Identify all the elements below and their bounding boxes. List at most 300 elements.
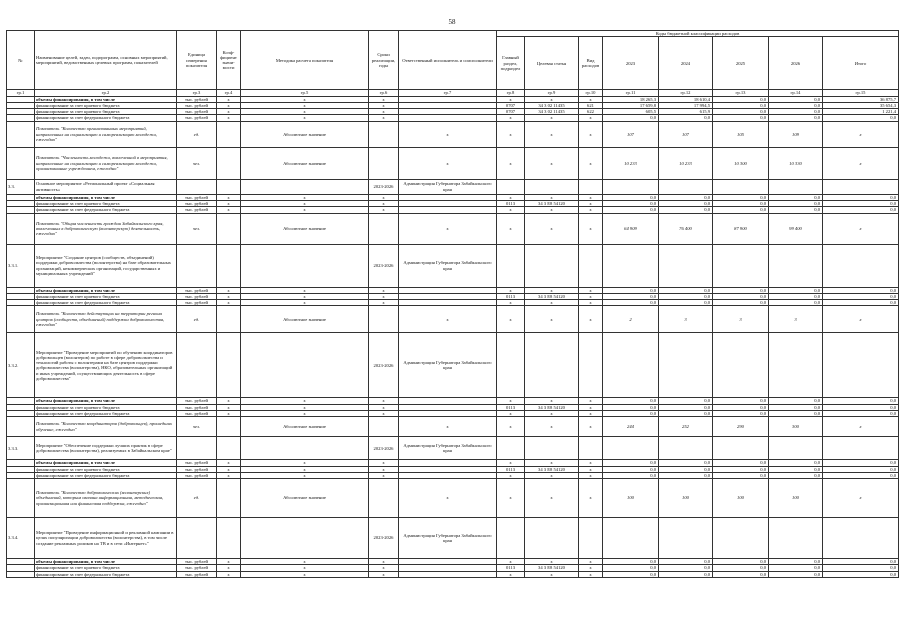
table-cell: 64 909	[603, 213, 659, 244]
table-cell	[241, 333, 369, 398]
table-cell: 0,0	[713, 115, 769, 121]
table-cell: тыс. рублей	[177, 200, 217, 206]
table-cell	[217, 244, 241, 287]
table-cell	[769, 518, 823, 559]
table-cell: х	[525, 147, 579, 179]
table-cell: х	[241, 109, 369, 115]
table-cell	[369, 121, 399, 147]
table-cell: 0,0	[603, 565, 659, 571]
row-name: финансирование за счет федерального бюджета	[35, 115, 177, 121]
table-cell: 0,0	[769, 300, 823, 306]
table-cell	[177, 518, 217, 559]
table-cell: 0,0	[713, 571, 769, 577]
table-cell: 0,0	[603, 115, 659, 121]
table-cell: 0,0	[603, 559, 659, 565]
table-cell: 10 233	[603, 147, 659, 179]
row-name: финансирование за счет федерального бюджета	[35, 472, 177, 478]
row-name: финансирование за счет краевого бюджета	[35, 466, 177, 472]
table-cell: х	[579, 466, 603, 472]
table-cell: х	[497, 410, 525, 416]
table-cell: тыс. рублей	[177, 194, 217, 200]
table-cell	[369, 147, 399, 179]
table-cell: 0,0	[603, 404, 659, 410]
row-name: Показатель "Численность молодежи, вовлеченной в мероприятия, направленные на социализацию и самореализацию молодежи, организованные учреждением, ежегодно"	[35, 147, 177, 179]
table-cell: х	[399, 479, 497, 518]
table-cell	[217, 437, 241, 460]
table-cell: 34 3 E8 54120	[525, 293, 579, 299]
table-cell: 18 610,4	[659, 96, 713, 102]
table-cell: х	[525, 287, 579, 293]
header-codes: Коды бюджетной классификации расходов	[497, 31, 899, 37]
page-number: 58	[448, 18, 456, 26]
table-cell	[769, 333, 823, 398]
table-cell: 0,0	[659, 300, 713, 306]
table-cell: х	[579, 306, 603, 333]
table-cell: чел.	[177, 417, 217, 437]
gr-label: гр.1	[7, 90, 35, 96]
row-name: Показатель "Общая численность граждан Забайкальского края, вовлеченных в добровольческую (волонтерскую) деятельность, ежегодно"	[35, 213, 177, 244]
row-name: Мероприятие "Проведение информационной и рекламной кампании в целях популяризации добровольчества (волонтерства), в том числе создание рекламных роликов на ТВ и в сети «Интернет»"	[35, 518, 177, 559]
table-cell: 0,0	[713, 293, 769, 299]
table-cell: 0,0	[659, 287, 713, 293]
table-cell: чел.	[177, 213, 217, 244]
gr-label: гр.6	[369, 90, 399, 96]
header-term: Сроки реализации, годы	[369, 31, 399, 90]
table-cell	[177, 179, 217, 194]
table-cell: х	[497, 417, 525, 437]
table-cell: 0,0	[769, 571, 823, 577]
table-cell: 0,0	[823, 207, 899, 213]
table-cell: 2023-2026	[369, 333, 399, 398]
table-cell: 0,0	[713, 300, 769, 306]
table-cell: х	[369, 565, 399, 571]
table-cell	[525, 333, 579, 398]
table-cell: 0,0	[603, 200, 659, 206]
table-cell: 0707	[497, 109, 525, 115]
table-cell: 0,0	[659, 460, 713, 466]
table-cell	[769, 179, 823, 194]
table-cell: х	[525, 417, 579, 437]
table-cell: 2023-2026	[369, 437, 399, 460]
header-coef: Коэф-фициент значи-мости	[217, 31, 241, 90]
row-name: финансирование за счет краевого бюджета	[35, 565, 177, 571]
table-cell	[399, 571, 497, 577]
table-cell: х	[217, 207, 241, 213]
table-cell: 0707	[497, 102, 525, 108]
table-cell: х	[217, 571, 241, 577]
gr-label: гр.15	[823, 90, 899, 96]
table-cell: х	[579, 565, 603, 571]
table-cell: 34 3 E8 54120	[525, 466, 579, 472]
table-cell: х	[241, 293, 369, 299]
table-cell: х	[525, 306, 579, 333]
table-cell: х	[369, 571, 399, 577]
table-cell: х	[241, 559, 369, 565]
row-number	[7, 121, 35, 147]
table-cell: х	[217, 300, 241, 306]
table-cell: 0,0	[769, 207, 823, 213]
table-cell: х	[579, 115, 603, 121]
table-cell: х	[497, 194, 525, 200]
table-cell: 0,0	[713, 200, 769, 206]
table-cell	[713, 437, 769, 460]
table-cell	[177, 437, 217, 460]
table-cell: 35 654,3	[823, 102, 899, 108]
table-cell: 0,0	[659, 466, 713, 472]
table-cell: х	[217, 102, 241, 108]
table-cell: 0,0	[823, 565, 899, 571]
table-cell: х	[399, 147, 497, 179]
table-row	[7, 571, 899, 577]
table-cell	[177, 244, 217, 287]
table-cell: 0,0	[823, 300, 899, 306]
table-cell: 1 221,4	[823, 109, 899, 115]
table-cell: 0,0	[603, 571, 659, 577]
row-number: 3.3.4.	[7, 518, 35, 559]
table-cell: 615,9	[659, 109, 713, 115]
table-cell: х	[241, 404, 369, 410]
header-year: 2025	[713, 37, 769, 90]
row-name: финансирование за счет федерального бюджета	[35, 571, 177, 577]
table-cell: х	[241, 287, 369, 293]
table-cell: х	[241, 398, 369, 404]
table-cell: 0,0	[659, 200, 713, 206]
table-cell: 0,0	[713, 472, 769, 478]
table-cell: х	[497, 571, 525, 577]
table-cell: Абсолютное значение	[241, 213, 369, 244]
table-cell: тыс. рублей	[177, 109, 217, 115]
table-cell: 0,0	[659, 293, 713, 299]
table-cell: 3	[659, 306, 713, 333]
table-cell	[369, 213, 399, 244]
table-cell: х	[497, 460, 525, 466]
table-cell	[769, 437, 823, 460]
table-cell: 0,0	[659, 571, 713, 577]
table-cell: тыс. рублей	[177, 559, 217, 565]
table-cell: 244	[603, 417, 659, 437]
table-cell	[823, 244, 899, 287]
table-cell: 0,0	[823, 200, 899, 206]
table-cell: х	[217, 398, 241, 404]
table-cell: Администрация Губернатора Забайкальского края	[399, 333, 497, 398]
table-cell	[713, 518, 769, 559]
table-cell: х	[399, 417, 497, 437]
table-cell: х	[497, 96, 525, 102]
table-cell: х	[217, 410, 241, 416]
table-cell: тыс. рублей	[177, 102, 217, 108]
table-cell: 0,0	[769, 200, 823, 206]
table-cell: х	[497, 287, 525, 293]
table-cell: х	[369, 287, 399, 293]
table-cell: 0,0	[769, 293, 823, 299]
row-name: Мероприятие "Создание центров (сообществ, объединений) поддержки добровольчества (волонтерства) на базе образовательных организаций, некоммерческих организаций, государственных и муниципальных учреждений"	[35, 244, 177, 287]
table-cell: х	[525, 96, 579, 102]
header-vr: Вид расходов	[579, 37, 603, 90]
table-cell: х	[497, 472, 525, 478]
table-cell	[525, 244, 579, 287]
indicator-row	[7, 121, 899, 147]
table-cell: тыс. рублей	[177, 466, 217, 472]
table-cell: х	[241, 565, 369, 571]
table-cell: х	[241, 460, 369, 466]
table-cell: х	[369, 410, 399, 416]
row-number: 3.3.1.	[7, 244, 35, 287]
table-cell: 107	[603, 121, 659, 147]
row-number	[7, 147, 35, 179]
indicator-row	[7, 306, 899, 333]
table-cell: 0,0	[659, 398, 713, 404]
table-cell	[579, 333, 603, 398]
table-cell: х	[399, 121, 497, 147]
table-cell: х	[241, 472, 369, 478]
table-cell: 0,0	[659, 559, 713, 565]
row-name: Основное мероприятие «Региональный проект «Социальная активность»	[35, 179, 177, 194]
gr-label: гр.11	[603, 90, 659, 96]
table-cell: 0,0	[769, 565, 823, 571]
table-cell	[823, 518, 899, 559]
table-cell: х	[241, 102, 369, 108]
table-cell: 3	[713, 306, 769, 333]
header-resp: Ответственный исполнитель и соисполнители	[399, 31, 497, 90]
table-cell: 0,0	[713, 398, 769, 404]
table-cell: х	[525, 460, 579, 466]
table-cell	[659, 333, 713, 398]
table-cell: х	[497, 559, 525, 565]
table-cell: х	[525, 559, 579, 565]
table-cell: 290	[713, 417, 769, 437]
table-cell: 0,0	[603, 466, 659, 472]
table-cell: х	[369, 404, 399, 410]
table-cell: х	[525, 213, 579, 244]
table-cell: ед.	[177, 479, 217, 518]
table-cell: х	[241, 300, 369, 306]
table-cell: х	[497, 115, 525, 121]
table-cell: х	[497, 207, 525, 213]
table-cell: х	[579, 287, 603, 293]
header-total: Итого	[823, 37, 899, 90]
table-cell: 0,0	[603, 287, 659, 293]
table-cell	[525, 179, 579, 194]
activity-row	[7, 437, 899, 460]
table-cell: х	[497, 300, 525, 306]
table-cell: 18 265,3	[603, 96, 659, 102]
table-cell: 76 400	[659, 213, 713, 244]
row-name: Показатель "Количество добровольческих (волонтерских) объединений, которым оказана информационная, методическая, организационная или финансовая поддержка, ежегодно"	[35, 479, 177, 518]
table-cell: х	[217, 287, 241, 293]
table-cell: х	[241, 571, 369, 577]
header-year: 2024	[659, 37, 713, 90]
table-cell: х	[369, 109, 399, 115]
table-cell: 87 900	[713, 213, 769, 244]
row-name: объемы финансирования, в том числе	[35, 559, 177, 565]
table-cell: Абсолютное значение	[241, 121, 369, 147]
table-cell: х	[369, 207, 399, 213]
table-cell: 0,0	[823, 410, 899, 416]
row-name: Мероприятие "Обеспечение поддержки лучших практик в сфере добровольчества (волонтерства), реализуемых в Забайкальском крае"	[35, 437, 177, 460]
table-cell: х	[369, 115, 399, 121]
table-cell: х	[369, 466, 399, 472]
budget-table	[6, 30, 899, 578]
table-cell: 36 875,7	[823, 96, 899, 102]
table-cell: Абсолютное значение	[241, 479, 369, 518]
table-cell: 0,0	[713, 466, 769, 472]
table-cell: х	[579, 300, 603, 306]
row-number	[7, 306, 35, 333]
table-cell	[603, 244, 659, 287]
table-cell	[217, 333, 241, 398]
table-cell: 0,0	[769, 96, 823, 102]
table-cell	[823, 437, 899, 460]
table-cell: х	[369, 96, 399, 102]
table-cell	[713, 333, 769, 398]
table-cell: х	[241, 194, 369, 200]
table-cell: х	[579, 293, 603, 299]
activity-row	[7, 333, 899, 398]
table-cell: х	[525, 207, 579, 213]
table-cell: тыс. рублей	[177, 207, 217, 213]
table-cell	[579, 518, 603, 559]
table-cell: х	[579, 194, 603, 200]
table-cell: Абсолютное значение	[241, 417, 369, 437]
table-cell: 0,0	[769, 115, 823, 121]
table-cell: Администрация Губернатора Забайкальского края	[399, 179, 497, 194]
table-cell: х	[497, 121, 525, 147]
table-cell: 0,0	[823, 115, 899, 121]
table-cell: ед.	[177, 121, 217, 147]
table-cell: х	[579, 417, 603, 437]
table-cell	[217, 417, 241, 437]
table-cell: 0,0	[603, 207, 659, 213]
table-cell: 622	[579, 109, 603, 115]
table-cell: х	[579, 571, 603, 577]
table-cell: 0,0	[713, 96, 769, 102]
table-cell: 34 3 E8 54120	[525, 200, 579, 206]
table-cell: х	[217, 194, 241, 200]
table-cell	[241, 518, 369, 559]
row-number	[7, 417, 35, 437]
table-cell: 0,0	[823, 571, 899, 577]
row-name: финансирование за счет краевого бюджета	[35, 109, 177, 115]
table-cell: х	[579, 472, 603, 478]
table-cell: 0,0	[769, 102, 823, 108]
table-cell	[603, 437, 659, 460]
gr-label: гр.3	[177, 90, 217, 96]
table-cell: 0,0	[603, 410, 659, 416]
table-cell: 0,0	[659, 410, 713, 416]
table-cell: 0,0	[769, 472, 823, 478]
table-cell: х	[369, 200, 399, 206]
table-cell: 34 3 02 11435	[525, 109, 579, 115]
table-cell: 0,0	[823, 404, 899, 410]
table-cell: 0,0	[713, 460, 769, 466]
gr-label: гр.4	[217, 90, 241, 96]
table-cell: х	[369, 102, 399, 108]
table-cell: тыс. рублей	[177, 410, 217, 416]
table-cell: х	[369, 398, 399, 404]
row-name: финансирование за счет федерального бюджета	[35, 410, 177, 416]
table-cell: 0113	[497, 293, 525, 299]
table-cell: 17 659,8	[603, 102, 659, 108]
row-number: 3.3.2.	[7, 333, 35, 398]
table-cell: 100	[603, 479, 659, 518]
table-cell: х	[579, 147, 603, 179]
table-cell	[525, 437, 579, 460]
table-cell	[217, 121, 241, 147]
row-name: финансирование за счет федерального бюджета	[35, 300, 177, 306]
table-cell: х	[497, 479, 525, 518]
indicator-row	[7, 213, 899, 244]
table-cell: 2023-2026	[369, 518, 399, 559]
table-cell: 10 233	[659, 147, 713, 179]
table-cell: тыс. рублей	[177, 293, 217, 299]
table-cell: х	[217, 200, 241, 206]
table-cell: х	[497, 306, 525, 333]
table-cell: 0,0	[769, 109, 823, 115]
table-cell	[217, 518, 241, 559]
table-cell: х	[241, 115, 369, 121]
table-cell: х	[217, 466, 241, 472]
table-cell	[713, 179, 769, 194]
table-cell: х	[823, 147, 899, 179]
table-cell: тыс. рублей	[177, 115, 217, 121]
table-cell: Абсолютное значение	[241, 147, 369, 179]
table-cell: 0,0	[823, 293, 899, 299]
table-cell: 100	[769, 479, 823, 518]
table-cell: 34 3 E8 54120	[525, 565, 579, 571]
table-cell: 109	[769, 121, 823, 147]
table-cell: 34 3 E8 54120	[525, 404, 579, 410]
table-cell: х	[399, 306, 497, 333]
table-cell: х	[217, 109, 241, 115]
table-cell	[769, 244, 823, 287]
table-cell: 2	[603, 306, 659, 333]
table-cell: тыс. рублей	[177, 571, 217, 577]
row-name: объемы финансирования, в том числе	[35, 287, 177, 293]
table-cell: х	[579, 200, 603, 206]
table-cell	[823, 333, 899, 398]
table-cell: х	[579, 121, 603, 147]
table-cell: 0,0	[603, 472, 659, 478]
table-cell: х	[369, 300, 399, 306]
table-cell	[497, 179, 525, 194]
gr-label: гр.2	[35, 90, 177, 96]
table-cell: ед.	[177, 306, 217, 333]
table-cell: х	[399, 213, 497, 244]
table-cell: х	[241, 410, 369, 416]
table-cell: тыс. рублей	[177, 460, 217, 466]
table-cell	[497, 518, 525, 559]
table-cell: х	[217, 565, 241, 571]
row-name: Мероприятие "Проведение мероприятий по обучению координаторов добровольцев (волонтеров) по работе в сфере добровольчества и технологий работы с волонтерами на базе центров поддержки добровольчества (волонтерства), НКО, образовательных организаций и иных учреждений, осуществляющих деятельность в сфере добровольчества"	[35, 333, 177, 398]
gr-label: гр.9	[525, 90, 579, 96]
table-cell: х	[823, 121, 899, 147]
table-cell	[603, 179, 659, 194]
table-cell: 99 400	[769, 213, 823, 244]
table-cell: х	[217, 115, 241, 121]
table-cell: х	[217, 96, 241, 102]
table-cell: х	[217, 460, 241, 466]
table-cell: 252	[659, 417, 713, 437]
table-cell	[217, 479, 241, 518]
table-cell: 0,0	[769, 460, 823, 466]
table-cell: х	[823, 213, 899, 244]
table-cell: 0,0	[659, 194, 713, 200]
table-cell: х	[579, 410, 603, 416]
table-cell: тыс. рублей	[177, 96, 217, 102]
table-cell: 0,0	[659, 565, 713, 571]
table-cell	[579, 437, 603, 460]
table-cell: Администрация Губернатора Забайкальского края	[399, 437, 497, 460]
